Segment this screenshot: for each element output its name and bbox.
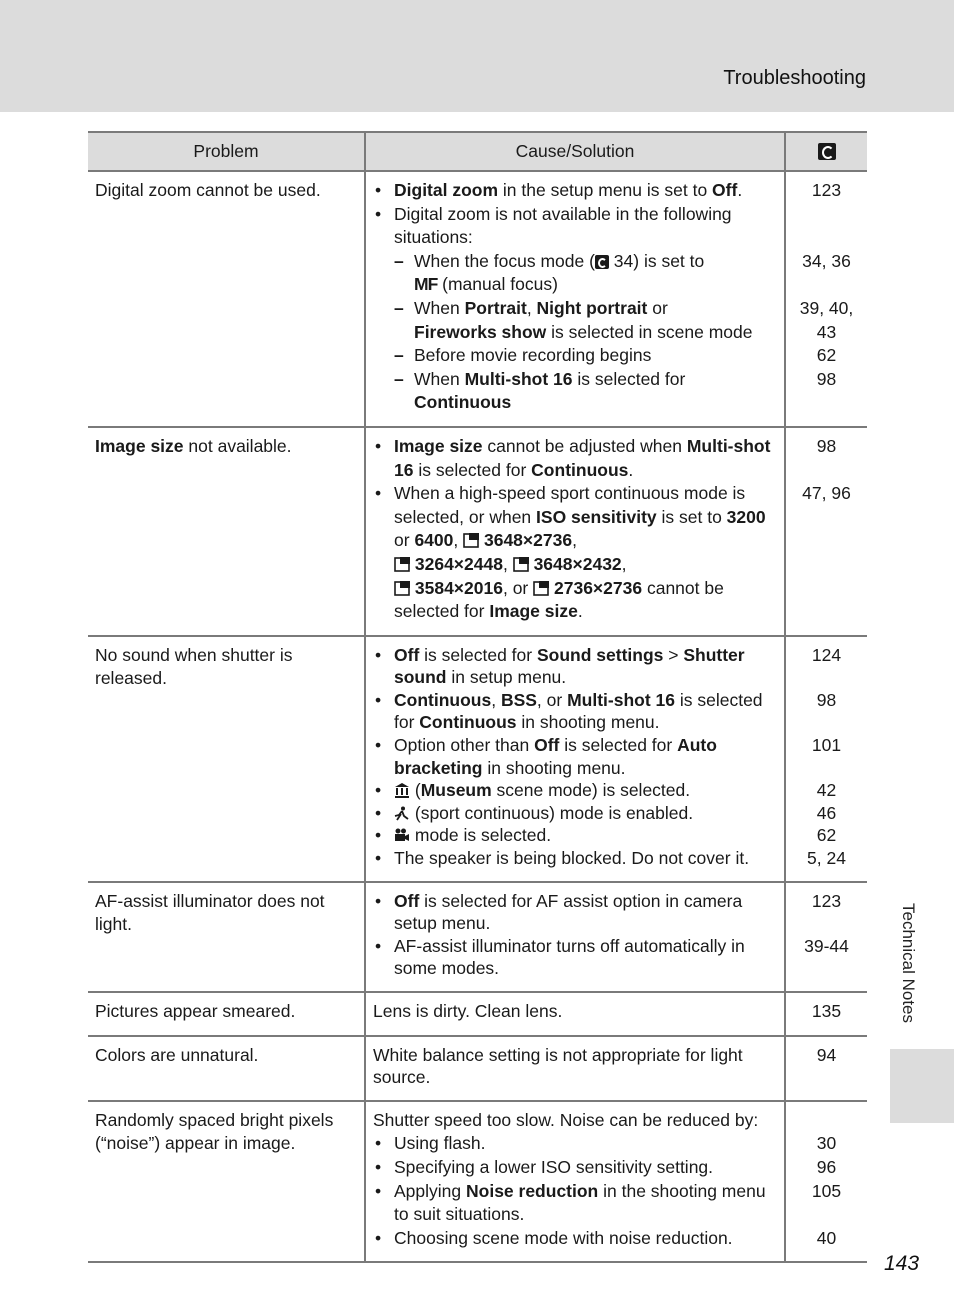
solution-cell bbox=[365, 636, 785, 882]
table-row bbox=[88, 1036, 867, 1101]
column-header-cause-solution: Cause/Solution bbox=[365, 132, 785, 171]
solution-cell bbox=[365, 882, 785, 992]
list-item: • The speaker is being blocked. Do not cover it. bbox=[373, 847, 777, 870]
page-ref: 43 bbox=[816, 321, 837, 342]
problem-cell: Colors are unnatural. bbox=[88, 1036, 365, 1101]
solution-cell: Lens is dirty. Clean lens. bbox=[365, 992, 785, 1036]
page-ref: 98 bbox=[816, 435, 837, 456]
image-size-10m-icon bbox=[463, 531, 479, 546]
page-ref: 39-44 bbox=[804, 935, 849, 956]
list-item: • (Museum scene mode) is selected. bbox=[373, 779, 777, 802]
table-row bbox=[88, 427, 867, 636]
page-cell bbox=[785, 992, 867, 1036]
sub-list-item: – Before movie recording begins bbox=[373, 344, 777, 368]
list-item: • mode is selected. bbox=[373, 824, 777, 847]
list-item: • Applying Noise reduction in the shooting menu to suit situations. bbox=[373, 1180, 777, 1227]
page-ref: 123 bbox=[811, 890, 842, 911]
page-ref: 123 bbox=[811, 180, 842, 200]
image-size-16-9-icon bbox=[394, 579, 410, 594]
movie-camera-icon bbox=[394, 826, 410, 841]
page-ref: 105 bbox=[811, 1180, 842, 1201]
problem-cell: Randomly spaced bright pixels (“noise”) appear in image. bbox=[88, 1101, 365, 1263]
chapter-tab bbox=[890, 1049, 954, 1123]
list-item: • Off is selected for Sound settings > Shutter sound in setup menu. bbox=[373, 644, 777, 689]
manual-focus-icon: MF bbox=[414, 274, 438, 295]
table-header-row bbox=[88, 132, 867, 171]
image-size-3-2-icon bbox=[513, 555, 529, 570]
list-item: • Off is selected for AF assist option in camera setup menu. bbox=[373, 890, 777, 935]
image-size-1-1-icon bbox=[533, 579, 549, 594]
problem-cell: AF-assist illuminator does not light. bbox=[88, 882, 365, 992]
page-ref: 47, 96 bbox=[802, 483, 851, 504]
table-row bbox=[88, 882, 867, 992]
solution-intro: Shutter speed too slow. Noise can be reduced by: bbox=[373, 1109, 759, 1130]
solution-cell bbox=[365, 171, 785, 427]
list-item: • When a high-speed sport continuous mode is selected, or when ISO sensitivity is set to 3200 or 6400, 3648×2736, 3264×2448, 3648×2432, 3584×2016, or 2736×2736 cannot be selected for Image size. bbox=[373, 482, 777, 624]
page-number: 143 bbox=[884, 1252, 920, 1275]
list-item: • (sport continuous) mode is enabled. bbox=[373, 802, 777, 825]
page-cell bbox=[785, 636, 867, 882]
page-ref: 46 bbox=[816, 802, 837, 823]
solution-cell bbox=[365, 1101, 785, 1263]
page-ref: 94 bbox=[816, 1044, 837, 1065]
list-item: • Option other than Off is selected for Auto bracketing in shooting menu. bbox=[373, 734, 777, 779]
column-header-problem: Problem bbox=[88, 132, 365, 171]
problem-cell: No sound when shutter is released. bbox=[88, 636, 365, 882]
sub-list-item: – When Portrait, Night portrait or Fireworks show is selected in scene mode bbox=[373, 297, 777, 344]
table-row bbox=[88, 1101, 867, 1263]
page-ref: 39, 40, bbox=[799, 297, 854, 318]
table-row bbox=[88, 992, 867, 1036]
problem-cell: Digital zoom cannot be used. bbox=[88, 171, 365, 427]
page-cell bbox=[785, 171, 867, 427]
image-size-8m-icon bbox=[394, 555, 410, 570]
column-header-page bbox=[785, 132, 867, 171]
problem-cell: Image size not available. bbox=[88, 427, 365, 636]
list-item: • Digital zoom in the setup menu is set to Off. bbox=[373, 179, 777, 203]
page-cell bbox=[785, 1101, 867, 1263]
sub-list-item: – When Multi-shot 16 is selected for Continuous bbox=[373, 368, 777, 415]
sub-list-item: – When the focus mode ( 34) is set to MF (manual focus) bbox=[373, 250, 777, 297]
page-ref: 30 bbox=[816, 1133, 837, 1154]
troubleshooting-table bbox=[88, 131, 867, 1263]
list-item: • Using flash. bbox=[373, 1132, 777, 1156]
page-ref: 98 bbox=[816, 368, 837, 389]
book-reference-icon bbox=[818, 143, 836, 160]
solution-cell: White balance setting is not appropriate for light source. bbox=[365, 1036, 785, 1101]
problem-cell: Pictures appear smeared. bbox=[88, 992, 365, 1036]
page-ref: 124 bbox=[811, 644, 842, 665]
page-cell bbox=[785, 1036, 867, 1101]
page-ref: 101 bbox=[811, 735, 842, 756]
list-item: • Digital zoom is not available in the following situations: bbox=[373, 203, 777, 250]
page-ref: 98 bbox=[816, 689, 837, 710]
table-row bbox=[88, 171, 867, 427]
book-reference-icon bbox=[595, 255, 609, 269]
page-cell bbox=[785, 427, 867, 636]
page-ref: 40 bbox=[816, 1227, 837, 1248]
list-item: • Continuous, BSS, or Multi-shot 16 is selected for Continuous in shooting menu. bbox=[373, 689, 777, 734]
page-ref: 96 bbox=[816, 1156, 837, 1177]
list-item: • Choosing scene mode with noise reduction. bbox=[373, 1227, 777, 1251]
header-band bbox=[0, 0, 954, 112]
page-cell bbox=[785, 882, 867, 992]
list-item: • Image size cannot be adjusted when Multi-shot 16 is selected for Continuous. bbox=[373, 435, 777, 482]
page-ref: 5, 24 bbox=[807, 848, 846, 869]
page-ref: 42 bbox=[816, 780, 837, 801]
page-ref: 34, 36 bbox=[802, 250, 851, 271]
solution-cell bbox=[365, 427, 785, 636]
page-ref: 62 bbox=[816, 825, 837, 846]
table-row bbox=[88, 636, 867, 882]
section-title: Troubleshooting bbox=[723, 67, 866, 89]
sport-continuous-icon bbox=[394, 804, 410, 819]
list-item: • AF-assist illuminator turns off automatically in some modes. bbox=[373, 935, 777, 980]
museum-icon bbox=[394, 781, 410, 796]
page-ref: 62 bbox=[816, 345, 837, 366]
page-ref: 135 bbox=[811, 1001, 842, 1021]
list-item: • Specifying a lower ISO sensitivity setting. bbox=[373, 1156, 777, 1180]
